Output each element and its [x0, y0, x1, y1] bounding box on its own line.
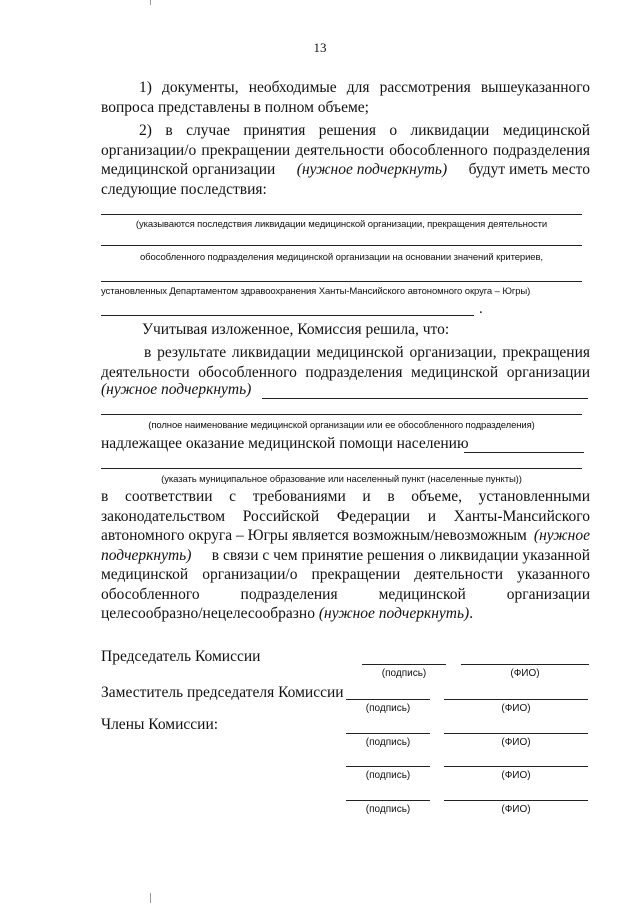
care-inline-line	[464, 452, 584, 453]
care-area-caption: (указать муниципальное образование или населенный пункт (населенные пункты))	[161, 474, 522, 485]
deputy-label: Заместитель председателя Комиссии	[101, 684, 344, 701]
item-1-line-2: вопроса представлены в полном объеме;	[101, 98, 369, 116]
member-2-sign-line	[346, 766, 430, 767]
deputy-name-line	[444, 699, 588, 700]
consequences-end-dot: .	[479, 301, 483, 317]
consequences-line-1	[101, 214, 582, 215]
conclusion-line-7-end: .	[469, 605, 474, 622]
page-number: 13	[313, 40, 327, 55]
scan-mark-bottom	[150, 893, 151, 903]
chairman-label: Председатель Комиссии	[101, 648, 261, 665]
member-1-sign-line	[346, 733, 430, 734]
conclusion-line-4	[101, 546, 590, 566]
member-3-name-caption: (ФИО)	[501, 804, 531, 815]
conclusion-line-7	[101, 604, 590, 624]
decision-line-3-emphasis: (нужное подчеркнуть)	[101, 381, 252, 398]
item-2-line-1: 2) в случае принятия решения о ликвидации медицинской	[139, 122, 590, 139]
chairman-sign-caption: (подпись)	[381, 668, 427, 679]
decision-line-1: в результате ликвидации медицинской организации, прекращения	[144, 344, 590, 361]
members-label: Члены Комиссии:	[101, 716, 219, 733]
deputy-name-caption: (ФИО)	[501, 703, 531, 714]
conclusion-line-6: обособленного подразделения медицинской организации	[101, 585, 590, 603]
conclusion-line-3-emphasis: (нужное	[533, 527, 590, 544]
item-2	[101, 121, 590, 199]
deputy-sign-caption: (подпись)	[365, 703, 411, 714]
item-2-line-4: следующие последствия:	[101, 180, 267, 198]
member-3-sign-line	[346, 800, 430, 801]
care-area-line	[101, 468, 582, 469]
conclusion-line-3-text: автономного округа – Югры является возможным/невозможным	[101, 527, 527, 544]
consequences-caption-2: обособленного подразделения медицинской организации на основании значений критериев,	[140, 252, 543, 263]
conclusion-para	[101, 487, 590, 624]
member-2-name-caption: (ФИО)	[501, 770, 531, 781]
item-2-line-3-text-b: будут иметь место	[468, 161, 590, 178]
item-2-line-3-emphasis: (нужное подчеркнуть)	[296, 161, 448, 178]
chairman-sign-line	[362, 664, 446, 665]
conclusion-line-1: в соответствии с требованиями и в объеме, установленными	[101, 488, 590, 505]
item-1-line-1: 1) документы, необходимые для рассмотрения вышеуказанного	[139, 79, 590, 96]
scan-mark-top	[150, 0, 151, 5]
member-1-sign-caption: (подпись)	[365, 737, 411, 748]
care-line-text: надлежащее оказание медицинской помощи населению	[101, 435, 469, 452]
conclusion-line-7-text: целесообразно/нецелесообразно	[101, 605, 315, 622]
decision-line-2: деятельности обособленного подразделения медицинской организации	[101, 363, 590, 381]
decision-org-caption: (полное наименование медицинской организации или ее обособленного подразделения)	[148, 420, 535, 431]
consequences-line-3	[101, 281, 582, 282]
conclusion-line-7-emphasis: (нужное подчеркнуть)	[318, 605, 470, 622]
decision-org-line	[101, 414, 582, 415]
member-1-name-caption: (ФИО)	[501, 737, 531, 748]
decision-intro: Учитывая изложенное, Комиссия решила, что:	[142, 321, 450, 338]
consequences-caption-1: (указываются последствия ликвидации медицинской организации, прекращения деятельности	[135, 219, 548, 230]
decision-org-inline-line	[262, 398, 588, 399]
consequences-caption-3: установленных Департаментом здравоохранения Ханты-Мансийского автономного округа – Югры)	[101, 286, 531, 297]
decision-para	[101, 343, 590, 382]
member-2-sign-caption: (подпись)	[365, 770, 411, 781]
consequences-line-4	[101, 315, 474, 316]
member-3-name-line	[444, 800, 588, 801]
item-2-line-3-text-a: медицинской организации	[101, 161, 276, 178]
member-3-sign-caption: (подпись)	[365, 804, 411, 815]
conclusion-line-5: медицинской организации/о прекращении деятельности указанного	[101, 566, 590, 583]
consequences-line-2	[101, 245, 582, 246]
item-1	[101, 78, 590, 117]
conclusion-line-3	[101, 526, 590, 546]
conclusion-line-2: законодательством Российской Федерации и Ханты-Мансийского	[101, 507, 590, 525]
deputy-sign-line	[346, 699, 430, 700]
chairman-name-line	[461, 664, 589, 665]
conclusion-line-4-emphasis: подчеркнуть)	[101, 546, 192, 564]
member-1-name-line	[444, 733, 588, 734]
item-2-line-2: организации/о прекращении деятельности обособленного подразделения	[101, 141, 590, 159]
member-2-name-line	[444, 766, 588, 767]
conclusion-line-4-text: в связи с чем принятие решения о ликвидации указанной	[211, 546, 590, 564]
item-2-line-3	[101, 160, 590, 180]
chairman-name-caption: (ФИО)	[510, 668, 540, 679]
